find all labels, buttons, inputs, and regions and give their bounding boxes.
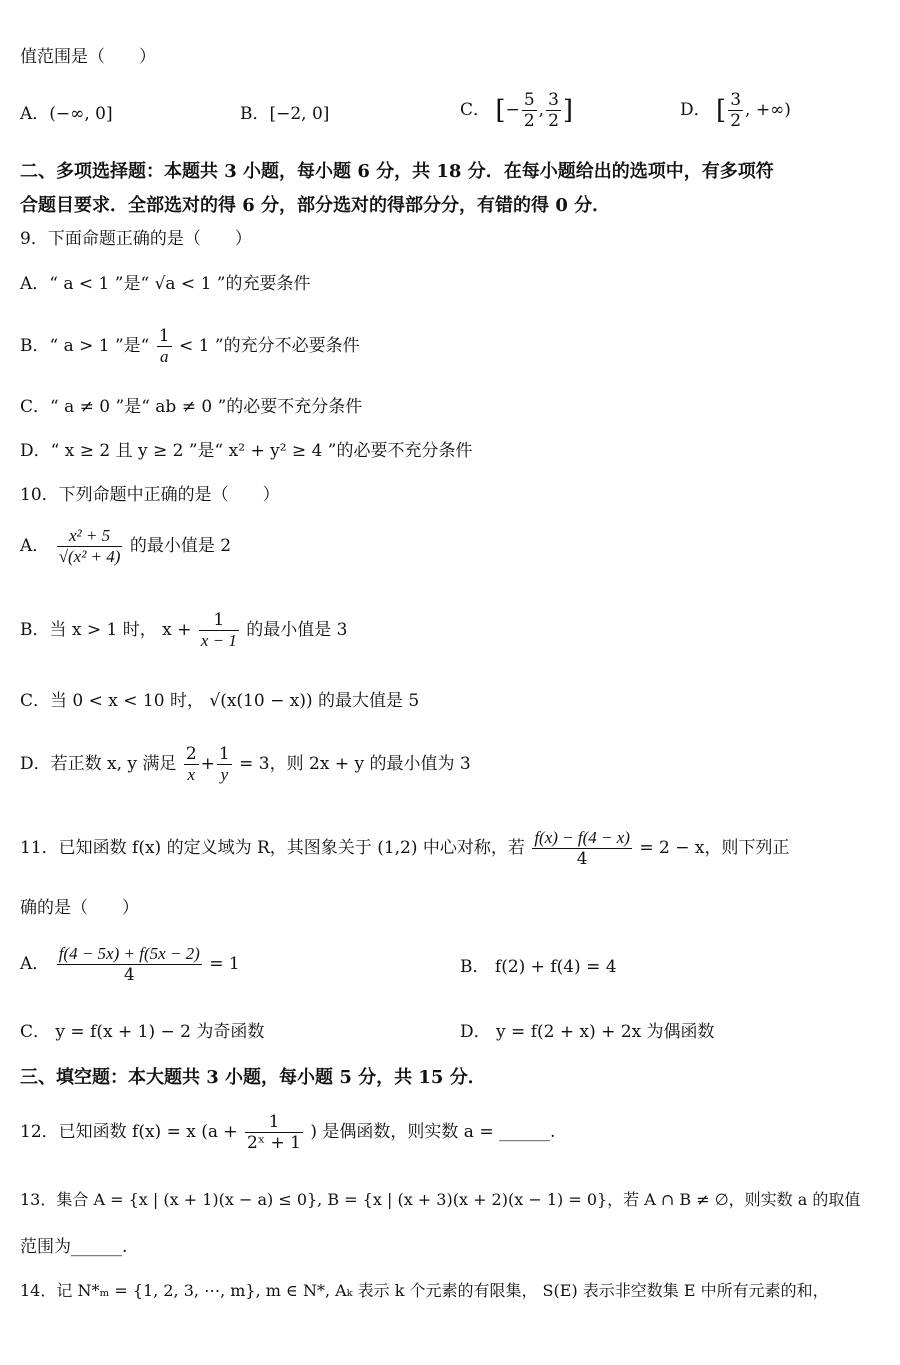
q10-option-a: A． $\frac{\text{x² + 5}}{\text{√(x² + 4)}}$ 的最小值是 2 (20, 526, 232, 566)
q9-stem: 9．下面命题正确的是（ ） (20, 229, 252, 249)
fraction: $\frac{f(4 - 5x) + f(5x - 2)}{4}$ (58, 944, 200, 985)
q11-option-a: A． $\frac{f(4 - 5x) + f(5x - 2)}{4}$ = 1 (20, 944, 240, 985)
fraction: $\frac{3}{2}$ (730, 90, 742, 131)
fraction: $\frac{1}{a}$ (158, 326, 170, 366)
q9-option-d: D．“ x ≥ 2 且 y ≥ 2 ”是“ x² + y² ≥ 4 ”的必要不充分条件 (20, 441, 473, 461)
fraction: $\frac{f(x) - f(4 - x)}{4}$ (534, 828, 630, 869)
section2-heading-line1: 二、多项选择题：本题共 3 小题，每小题 6 分，共 18 分．在每小题给出的选项中，有多项符 (20, 161, 774, 182)
q9-option-a: A．“ a < 1 ”是“ √a < 1 ”的充要条件 (20, 274, 311, 294)
q10-option-c: C．当 0 < x < 10 时， √(x(10 − x)) 的最大值是 5 (20, 691, 420, 711)
fraction: $\frac{1}{x - 1}$ (200, 610, 237, 650)
q8-option-c-label: C． (460, 100, 491, 120)
q11-option-d: D． y = f(2 + x) + 2x 为偶函数 (460, 1022, 715, 1042)
q8-option-a: A．(−∞, 0] (20, 104, 113, 124)
q11-option-b: B． f(2) + f(4) = 4 (460, 957, 617, 977)
q8-stem-tail: 值范围是（ ） (20, 47, 156, 67)
q11-stem: 11．已知函数 f(x) 的定义域为 R，其图象关于 (1,2) 中心对称，若 $\frac{f(x) - f(4 - x)}{4}$ = 2 − x，则下列正 (20, 828, 790, 869)
q8-option-b: B．[−2, 0] (240, 104, 330, 124)
fraction: $\frac{5}{2}$ (523, 90, 535, 131)
q9-option-c: C．“ a ≠ 0 ”是“ ab ≠ 0 ”的必要不充分条件 (20, 397, 363, 417)
q13-stem-line1: 13．集合 A = {x | (x + 1)(x − a) ≤ 0}, B = {x | (x + 3)(x + 2)(x − 1) = 0}，若 A ∩ B ≠ ∅，则实数 a 的取值 (20, 1190, 861, 1209)
q9-option-b: B．“ a > 1 ”是“ $\frac{1}{a}$ < 1 ”的充分不必要条件 (20, 326, 360, 366)
fraction: $\frac{1}{\text{2ˣ + 1}}$ (247, 1112, 301, 1153)
q11-option-c: C． y = f(x + 1) − 2 为奇函数 (20, 1022, 265, 1042)
q14-stem-line1: 14．记 N*ₘ = {1, 2, 3, ⋯, m}, m ∈ N*, Aₖ 表示 k 个元素的有限集， S(E) 表示非空数集 E 中所有元素的和， (20, 1281, 829, 1300)
fraction: $\frac{2}{x}$ (185, 744, 197, 784)
q12-stem: 12．已知函数 f(x) = x (a + $\frac{1}{\text{2ˣ + 1}}$ ) 是偶函数，则实数 a = ______. (20, 1112, 556, 1153)
q8-option-c: C． [− $\frac{5}{2}$ , $\frac{3}{2}$ ] (460, 90, 574, 131)
fraction: $\frac{3}{2}$ (548, 90, 559, 131)
q10-option-b: B．当 x > 1 时， x + $\frac{1}{x - 1}$ 的最小值是 3 (20, 610, 348, 650)
q8-option-d: D． [ $\frac{3}{2}$ , +∞) (680, 90, 791, 131)
q10-stem: 10．下列命题中正确的是（ ） (20, 485, 280, 505)
section2-heading-line2: 合题目要求．全部选对的得 6 分，部分选对的得部分分，有错的得 0 分． (20, 195, 611, 216)
fraction: $\frac{\text{x² + 5}}{\text{√(x² + 4)}}$ (58, 526, 121, 566)
q11-stem-line2: 确的是（ ） (20, 898, 139, 918)
section3-heading: 三、填空题：本大题共 3 小题，每小题 5 分，共 15 分． (20, 1067, 486, 1088)
q13-stem-line2: 范围为______. (20, 1237, 128, 1257)
fraction: $\frac{1}{y}$ (218, 744, 230, 784)
q10-option-d: D．若正数 x, y 满足 $\frac{2}{x}$ + $\frac{1}{y}$ = 3，则 2x + y 的最小值为 3 (20, 744, 471, 784)
q8-option-d-label: D． (680, 100, 711, 120)
